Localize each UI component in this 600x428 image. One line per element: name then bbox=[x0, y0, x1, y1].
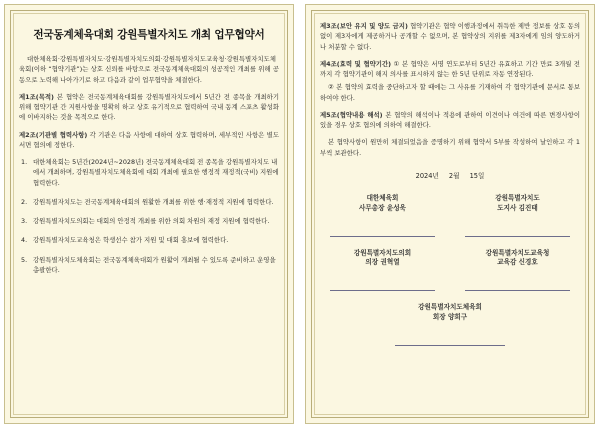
list-item: 5. 강원특별자치도체육회는 전국동계체육대회가 원활이 개최될 수 있도록 준비하고 운영을 총괄한다. bbox=[21, 255, 276, 274]
list-item: 2. 강원특별자치도는 전국동계체육대회의 원활한 개최를 위한 행·재정적 지원에 협력한다. bbox=[21, 197, 274, 206]
article-1 bbox=[19, 92, 279, 123]
signatory bbox=[455, 194, 580, 237]
signatory-person: 도지사 김진태 bbox=[497, 203, 538, 212]
list-item: 4. 강원특별자치도교육청은 학생선수 참가 지원 및 대회 홍보에 협력한다. bbox=[21, 236, 229, 245]
article-4 bbox=[320, 59, 580, 80]
signing-date: 2024년 2월 15일 bbox=[415, 171, 485, 180]
article-2-heading: 제2조(기관별 협력사항) bbox=[19, 130, 88, 139]
list-item: 3. 강원특별자치도의회는 대회의 안정적 개최를 위한 의회 차원의 재정 지원에 협력한다. bbox=[21, 217, 270, 225]
article-1-text: 본 협약은 전국동계체육대회를 강원특별자치도에서 5년간 전 종목을 개최하기 위해 협약기관 간 지원사항을 명확히 하고 상호 유기적으로 협력하여 국내 동계 스포츠 활성화에 이바지하는 것을 목적으로 한다. bbox=[19, 92, 279, 122]
article-5-text: 본 협약의 해석이나 적용에 관하여 이견이나 여건에 따른 변경사항이 있을 경우 상호 협의에 의하여 해결한다. bbox=[320, 110, 581, 129]
page-left bbox=[4, 4, 294, 424]
article-2 bbox=[19, 130, 279, 151]
signature-line bbox=[330, 272, 435, 291]
signatory-org: 강원특별자치도 bbox=[495, 193, 540, 202]
article-3 bbox=[320, 21, 580, 52]
article-2-items bbox=[21, 157, 279, 275]
signatory bbox=[320, 249, 445, 292]
signature-block bbox=[320, 194, 580, 346]
article-3-text: 협약기관은 협약 이행과정에서 취득한 제반 정보를 상호 동의 없이 제3자에게 제공하거나 공개할 수 없으며, 본 협약상의 지위를 제3자에게 임의 양도하거나 처분할 수 없다. bbox=[320, 22, 581, 51]
intro-paragraph: 대한체육회·강원특별자치도·강원특별자치도의회·강원특별자치도교육청·강원특별자치도체육회(이하 “협약기관”)는 상호 신뢰를 바탕으로 전국동계체육대회의 성공적인 개최를 위해 공동으로 노력해 나아가기로 하고 다음과 같이 업무협약을 체결한다. bbox=[19, 55, 279, 84]
article-5 bbox=[320, 110, 580, 131]
signatory-org: 강원특별자치도교육청 bbox=[485, 248, 550, 257]
signature-line bbox=[465, 272, 570, 291]
article-4-text-1: ① 본 협약은 서명 연도로부터 5년간 유효하고 기간 만료 3개월 전까지 각 협약기관이 해지 의사를 표시하지 않는 한 5년 단위로 자동 연장된다. bbox=[320, 59, 580, 78]
signature-line bbox=[395, 327, 505, 346]
signatory bbox=[320, 194, 445, 237]
signatory-org: 대한체육회 bbox=[366, 193, 399, 202]
signature-line bbox=[330, 218, 435, 237]
signatory-person: 교육감 신경호 bbox=[497, 258, 538, 267]
signatory-person: 사무총장 윤성욱 bbox=[359, 203, 406, 212]
signature-line bbox=[465, 218, 570, 237]
signatory-person: 의장 권혁열 bbox=[365, 258, 400, 267]
article-4-heading: 제4조(효력 및 협약기간) bbox=[320, 59, 392, 68]
document-title: 전국동계체육대회 강원특별자치도 개최 업무협약서 bbox=[33, 29, 265, 41]
signatory-org: 강원특별자치도의회 bbox=[353, 248, 412, 257]
signatory bbox=[385, 303, 515, 346]
article-3-heading: 제3조(보안 유지 및 양도 금지) bbox=[320, 22, 408, 30]
article-4-text-2: ② 본 협약의 효력을 중단하고자 할 때에는 그 사유를 기재하여 각 협약기관에 문서로 통보하여야 한다. bbox=[320, 83, 580, 102]
article-1-heading: 제1조(목적) bbox=[19, 92, 54, 101]
article-5-heading: 제5조(협약내용 해석) bbox=[320, 110, 383, 119]
article-2-text: 각 기관은 다음 사항에 대하여 상호 협력하며, 세부적인 사항은 별도 서면 협의에 정한다. bbox=[19, 130, 279, 149]
page-right bbox=[305, 4, 595, 424]
page-border bbox=[10, 10, 288, 418]
signatory-person: 회장 양희구 bbox=[432, 313, 468, 322]
list-item: 1. 대한체육회는 5년간(2024년~2028년) 전국동계체육대회 전 종목을 강원특별자치도 내에서 개최하며, 강원특별자치도체육회에 대회 개최에 필요한 행정적 재정적(국비) 지원에 협력한다. bbox=[21, 158, 279, 187]
page-border bbox=[311, 10, 589, 418]
signatory bbox=[455, 249, 580, 292]
closing-paragraph: 본 협약사항이 원만히 체결되었음을 증명하기 위해 협약서 5부를 작성하여 날인하고 각 1부씩 보관한다. bbox=[320, 138, 580, 157]
signatory-org: 강원특별자치도체육회 bbox=[418, 303, 482, 312]
